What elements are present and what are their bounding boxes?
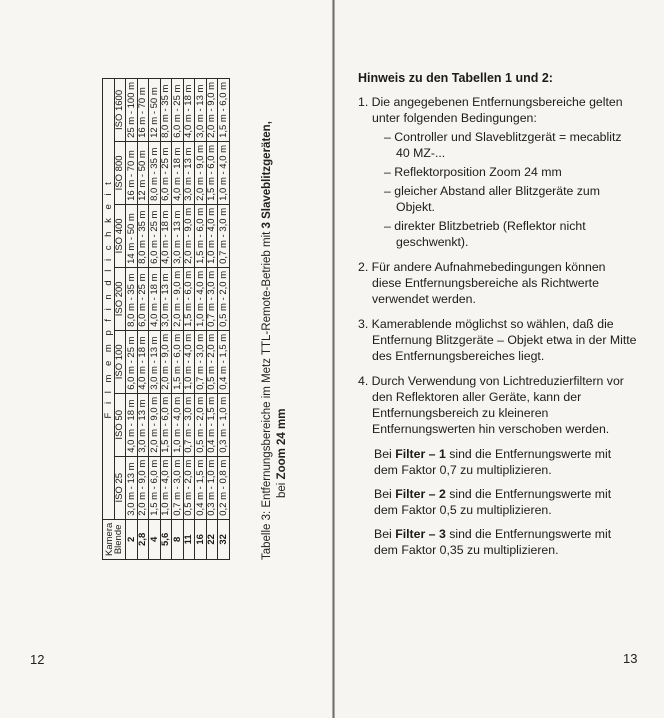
note-item-2: 2. Für andere Aufnahmebedingungen können diese Entfernungsbereiche als Richtwerte verwendet werden. [358,260,606,306]
blende-cell: 16 [195,519,207,559]
distance-cell: 6,0 m - 25 m [137,267,149,330]
caption-bold-1: 3 Slaveblitzgeräten, [261,121,273,229]
filter-prefix: Bei [374,447,396,461]
header-iso-6: ISO 1600 [114,78,126,141]
distance-cell: 0,3 m - 1,0 m [218,393,230,456]
distance-cell: 2,0 m - 9,0 m [206,78,218,141]
table-row [126,78,138,559]
table-row [172,78,184,559]
filter-text: sind die Entfernungswerte mit dem Faktor 0,35 zu multiplizieren. [374,527,612,557]
note-item-3: 3. Kamerablende möglichst so wählen, daß die Entfernung Blitzgeräte – Objekt etwa in der Mitte des Entfernungsbereiches liegt. [358,317,637,363]
distance-cell: 6,0 m - 25 m [172,78,184,141]
distance-cell: 1,5 m - 6,0 m [195,204,207,267]
filter-note [374,526,638,558]
distance-cell: 4,0 m - 18 m [172,141,184,204]
blende-cell: 32 [218,519,230,559]
distance-cell: 3,0 m - 13 m [160,267,172,330]
note-sub-item: – direkter Blitzbetrieb (Reflektor nicht geschwenkt). [384,219,586,249]
distance-cell: 0,5 m - 2,0 m [206,330,218,393]
note-item-4: 4. Durch Verwendung von Lichtreduzierfiltern vor den Reflektoren aller Geräte, kann der Entfernungsbereich zu kleineren Entfernungswerten hin verschoben werden. [358,374,624,436]
caption-bold-2: Zoom 24 mm [276,408,288,480]
distance-cell: 3,0 m - 13 m [149,330,161,393]
distance-cell: 1,5 m - 6,0 m [172,330,184,393]
table-row [206,78,218,559]
header-iso-0: ISO 25 [114,456,126,519]
note-item-1 [358,94,638,250]
distance-cell: 6,0 m - 25 m [149,204,161,267]
filter-list [358,446,638,558]
distance-cell: 3,0 m - 13 m [126,456,138,519]
distance-cell: 0,3 m - 1,0 m [206,456,218,519]
distance-cell: 1,0 m - 4,0 m [195,267,207,330]
distance-table [102,78,230,560]
distance-cell: 8,0 m - 35 m [126,267,138,330]
distance-cell: 4,0 m - 18 m [126,393,138,456]
distance-cell: 2,0 m - 9,0 m [183,204,195,267]
header-iso-2: ISO 100 [114,330,126,393]
notes-section [358,70,638,566]
distance-cell: 2,0 m - 9,0 m [149,393,161,456]
filter-text: sind die Entfernungswerte mit dem Faktor 0,5 zu multiplizieren. [374,487,612,517]
distance-cell: 4,0 m - 18 m [149,267,161,330]
distance-cell: 1,5 m - 6,0 m [160,393,172,456]
distance-cell: 1,0 m - 4,0 m [160,456,172,519]
header-iso-3: ISO 200 [114,267,126,330]
blende-cell: 2 [126,519,138,559]
distance-cell: 1,5 m - 6,0 m [218,78,230,141]
distance-cell: 0,7 m - 3,0 m [172,456,184,519]
distance-cell: 1,5 m - 6,0 m [149,456,161,519]
distance-cell: 0,7 m - 3,0 m [218,204,230,267]
table-row [218,78,230,559]
distance-cell: 0,7 m - 3,0 m [183,393,195,456]
distance-cell: 1,0 m - 4,0 m [183,330,195,393]
distance-cell: 0,2 m - 0,8 m [218,456,230,519]
filter-label: Filter – 2 [395,487,446,501]
caption-text-1: Tabelle 3: Entfernungsbereiche im Metz TTL-Remote-Betrieb mit [261,228,273,560]
filter-text: sind die Entfernungswerte mit dem Faktor 0,7 zu multiplizieren. [374,447,612,477]
distance-cell: 3,0 m - 13 m [137,393,149,456]
distance-cell: 8,0 m - 35 m [160,78,172,141]
distance-cell: 0,7 m - 3,0 m [195,330,207,393]
distance-cell: 12 m - 50 m [137,141,149,204]
table-row [183,78,195,559]
header-filmempfindlichkeit: F i l m e m p f i n d l i c h k e i t [103,78,115,519]
table-caption [260,60,290,560]
distance-cell: 0,5 m - 2,0 m [218,267,230,330]
filter-note [374,486,638,518]
distance-cell: 16 m - 70 m [137,78,149,141]
distance-cell: 4,0 m - 18 m [160,204,172,267]
filter-prefix: Bei [374,527,396,541]
blende-cell: 4 [149,519,161,559]
filter-note [374,446,638,478]
note-sub-item: – Reflektorposition Zoom 24 mm [384,165,562,179]
blende-cell: 22 [206,519,218,559]
page-number-right: 13 [623,651,638,666]
header-iso-5: ISO 800 [114,141,126,204]
distance-cell: 4,0 m - 18 m [183,78,195,141]
filter-label: Filter – 3 [395,527,446,541]
note-item-1-intro: 1. Die angegebenen Entfernungsbereiche gelten unter folgenden Bedingungen: [358,95,623,125]
distance-cell: 1,0 m - 4,0 m [218,141,230,204]
distance-cell: 1,0 m - 4,0 m [206,204,218,267]
blende-cell: 2,8 [137,519,149,559]
distance-cell: 0,5 m - 2,0 m [183,456,195,519]
note-sub-item: – Controller und Slaveblitzgerät = mecablitz 40 MZ-... [384,130,622,160]
header-iso-1: ISO 50 [114,393,126,456]
distance-cell: 1,0 m - 4,0 m [172,393,184,456]
rotated-table-block [102,60,302,560]
table-row [149,78,161,559]
distance-cell: 12 m - 50 m [149,78,161,141]
note-sub-item: – gleicher Abstand aller Blitzgeräte zum Objekt. [384,184,600,214]
caption-text-2: bei [276,479,288,498]
distance-cell: 8,0 m - 35 m [137,204,149,267]
table-row [195,78,207,559]
notes-heading: Hinweis zu den Tabellen 1 und 2: [358,71,553,85]
blende-cell: 8 [172,519,184,559]
distance-cell: 3,0 m - 13 m [195,78,207,141]
table-row [160,78,172,559]
table-header-iso-row [114,78,126,559]
header-iso-4: ISO 400 [114,204,126,267]
distance-cell: 0,5 m - 2,0 m [195,393,207,456]
distance-cell: 2,0 m - 9,0 m [172,267,184,330]
distance-cell: 0,7 m - 3,0 m [206,267,218,330]
table-row [137,78,149,559]
note-item-1-sublist [358,129,638,250]
blende-cell: 11 [183,519,195,559]
distance-cell: 16 m - 70 m [126,141,138,204]
distance-cell: 3,0 m - 13 m [183,141,195,204]
distance-cell: 6,0 m - 25 m [126,330,138,393]
blende-cell: 5,6 [160,519,172,559]
header-kamera-blende: Kamera Blende [103,519,126,559]
distance-cell: 4,0 m - 18 m [137,330,149,393]
distance-cell: 0,4 m - 1,5 m [206,393,218,456]
distance-cell: 2,0 m - 9,0 m [195,141,207,204]
table-header-row-1 [103,78,115,559]
distance-cell: 0,4 m - 1,5 m [218,330,230,393]
table-body [126,78,230,559]
page-number-left: 12 [30,652,45,667]
distance-cell: 1,5 m - 6,0 m [183,267,195,330]
distance-cell: 6,0 m - 25 m [160,141,172,204]
filter-prefix: Bei [374,487,396,501]
distance-cell: 2,0 m - 9,0 m [160,330,172,393]
distance-cell: 25 m - 100 m [126,78,138,141]
distance-cell: 8,0 m - 35 m [149,141,161,204]
filter-label: Filter – 1 [395,447,446,461]
distance-cell: 2,0 m - 9,0 m [137,456,149,519]
distance-cell: 3,0 m - 13 m [172,204,184,267]
distance-cell: 1,5 m - 6,0 m [206,141,218,204]
distance-cell: 14 m - 50 m [126,204,138,267]
book-gutter [332,0,335,718]
distance-cell: 0,4 m - 1,5 m [195,456,207,519]
